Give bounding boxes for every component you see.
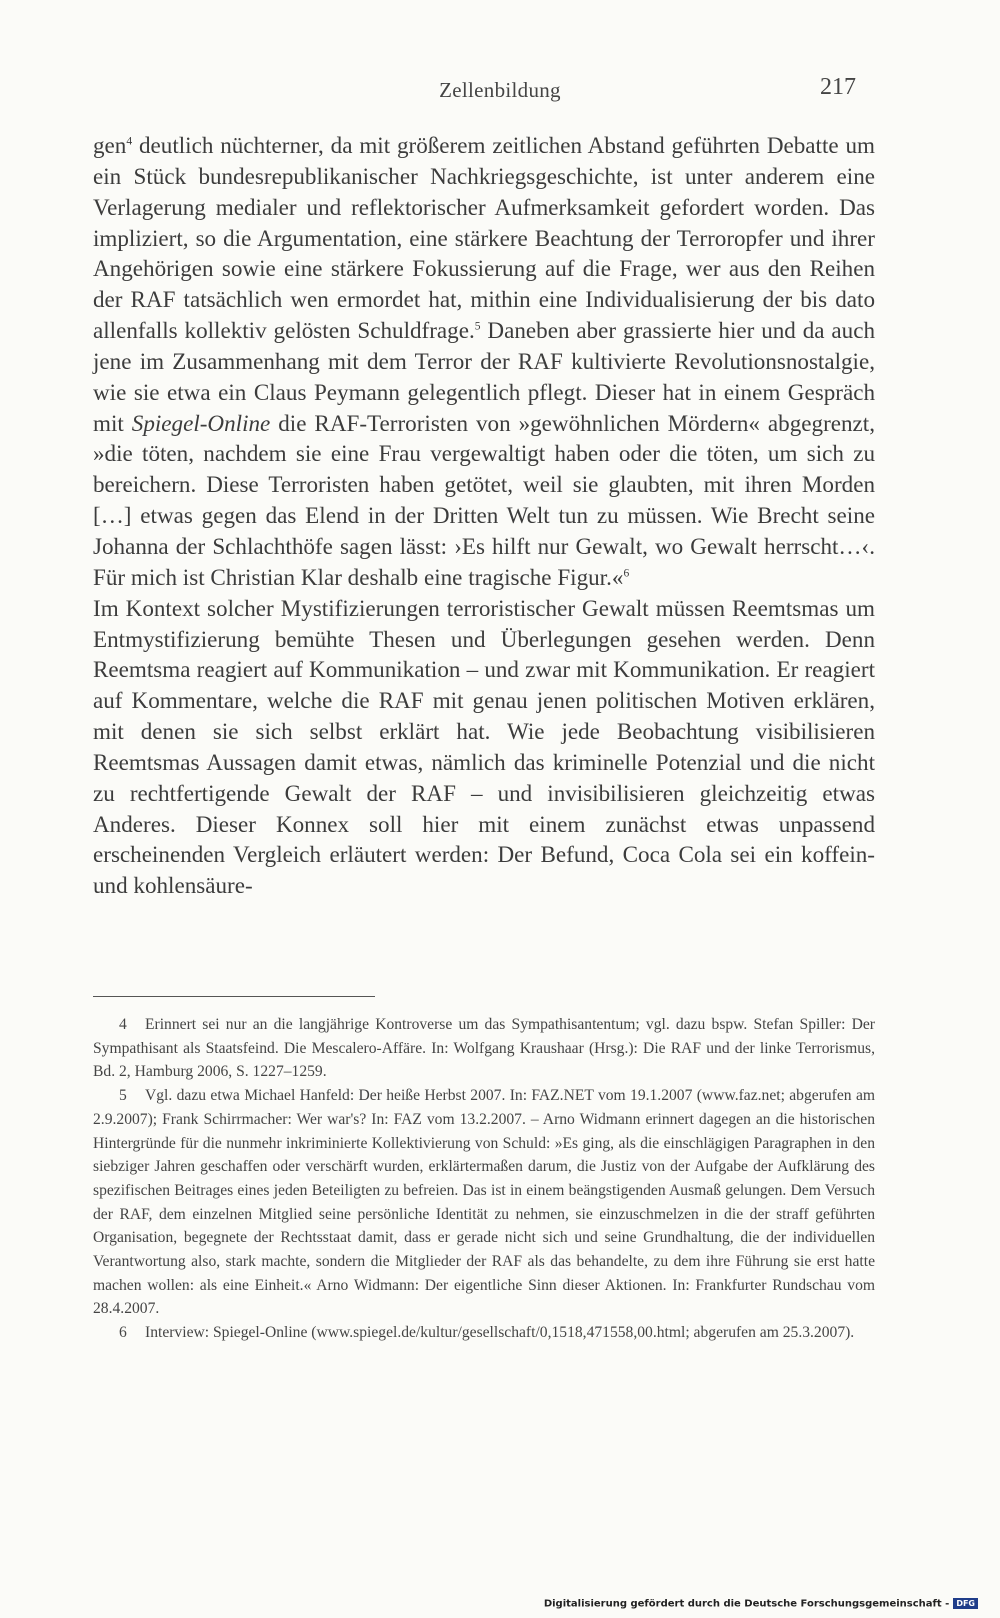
footnote-number: 5	[119, 1087, 127, 1105]
digitization-text: Digitalisierung gefördert durch die Deutsche Forschungsgemeinschaft -	[543, 1598, 950, 1610]
paragraph-1	[93, 130, 875, 593]
footnote-5	[93, 1084, 875, 1321]
paragraph-1-part-a: gen	[93, 132, 127, 158]
footnote-divider	[93, 996, 375, 997]
footnote-6	[93, 1321, 875, 1345]
page-number: 217	[820, 74, 856, 100]
footnote-text: Vgl. dazu etwa Michael Hanfeld: Der heiße Herbst 2007. In: FAZ.NET vom 19.1.2007 (www.faz.net; abgerufen am 2.9.2007); Frank Schirrmacher: Wer war's? In: FAZ vom 13.2.2007. – Arno Widmann erinnert dagegen an die historischen Hintergründe für die nunmehr inkriminierte Kollektivierung von Schuld: »Es ging, als die einschlägigen Paragraphen in den siebziger Jahren geschaffen oder verschärft wurden, erklärtermaßen darum, die Justiz von der Aufgabe der Aufklärung des spezifischen Beitrages eines jeden Beteiligten zu befreien. Das ist in einem beängstigenden Ausmaß gelungen. Dem Versuch der RAF, dem einzelnen Mitglied seine persönliche Identität zu nehmen, sie einzuschmelzen in die der straff geführten Organisation, begegnete der Rechtsstaat damit, dass er gerade nicht sich und seine Grundhaltung, die der individuellen Verantwortung also, stark machte, sondern die Mitglieder der RAF als das behandelte, zu dem ihre Führung sie erst hatte machen wollen: als eine Einheit.« Arno Widmann: Der eigentliche Sinn dieser Aktionen. In: Frankfurter Rundschau vom 28.4.2007.	[93, 1087, 875, 1318]
digitization-notice	[544, 1598, 978, 1610]
footnotes	[93, 1013, 875, 1345]
paragraph-1-part-d: die RAF-Terroristen von »gewöhnlichen Mördern« abgegrenzt, »die töten, nachdem sie eine Frau vergewaltigt haben oder die töten, um sich zu bereichern. Diese Terroristen haben getötet, weil sie glaubten, mit ihren Morden […] etwas gegen das Elend in der Dritten Welt tun zu müssen. Wie Brecht seine Johanna der Schlachthöfe sagen lässt: ›Es hilft nur Gewalt, wo Gewalt herrscht…‹. Für mich ist Christian Klar deshalb eine tragische Figur.«	[93, 409, 875, 590]
footnote-number: 4	[119, 1016, 127, 1033]
footnote-ref-4: 4	[126, 135, 133, 148]
footnote-ref-6: 6	[623, 567, 630, 580]
italic-title: Spiegel-Online	[131, 409, 271, 436]
paragraph-1-part-c: Daneben aber grassierte hier und da auch jene im Zusammenhang mit dem Terror der RAF kultivierte Revolutionsnostalgie, wie sie etwa ein Claus Peymann gelegentlich pflegt. Dieser hat in einem Gespräch mit	[93, 317, 876, 436]
footnote-text: Interview: Spiegel-Online (www.spiegel.de/kultur/gesellschaft/0,1518,471558,00.html; abgerufen am 25.3.2007).	[145, 1324, 855, 1342]
running-title: Zellenbildung	[439, 78, 561, 102]
footnote-ref-5: 5	[474, 320, 481, 333]
footnote-number: 6	[119, 1324, 127, 1342]
main-text	[93, 130, 875, 901]
footnote-text: Erinnert sei nur an die langjährige Kontroverse um das Sympathisantentum; vgl. dazu bspw. Stefan Spiller: Der Sympathisant als Staatsfeind. Die Mescalero-Affäre. In: Wolfgang Kraushaar (Hrsg.): Die RAF und der linke Terrorismus, Bd. 2, Hamburg 2006, S. 1227–1259.	[93, 1016, 875, 1081]
paragraph-2: Im Kontext solcher Mystifizierungen terroristischer Gewalt müssen Reemtsmas um Entmystifizierung bemühte Thesen und Überlegungen gesehen werden. Denn Reemtsma reagiert auf Kommunikation – und zwar mit Kommunikation. Er reagiert auf Kommentare, welche die RAF mit genau jenen politischen Motiven erklären, mit denen sie sich selbst erklärt hat. Wie jede Beobachtung visibilisieren Reemtsmas Aussagen damit etwas, nämlich das kriminelle Potenzial und die nicht zu rechtfertigende Gewalt der RAF – und invisibilisieren gleichzeitig etwas Anderes. Dieser Konnex soll hier mit einem zunächst etwas unpassend erscheinenden Vergleich erläutert werden: Der Befund, Coca Cola sei ein koffein- und kohlensäure-	[93, 594, 875, 899]
paragraph-1-part-b: deutlich nüchterner, da mit größerem zeitlichen Abstand geführten Debatte um ein Stück bundesrepublikanischer Nachkriegsgeschichte, ist unter anderem eine Verlagerung medialer und reflektorischer Aufmerksamkeit gefordert worden. Das impliziert, so die Argumentation, eine stärkere Beachtung der Terroropfer und ihrer Angehörigen sowie eine stärkere Fokussierung auf die Frage, wer aus den Reihen der RAF tatsächlich wen ermordet hat, mithin eine Individualisierung der bis dato allenfalls kollektiv gelösten Schuldfrage.	[93, 132, 875, 344]
dfg-logo: DFG	[953, 1598, 978, 1609]
footnote-4	[93, 1013, 875, 1084]
